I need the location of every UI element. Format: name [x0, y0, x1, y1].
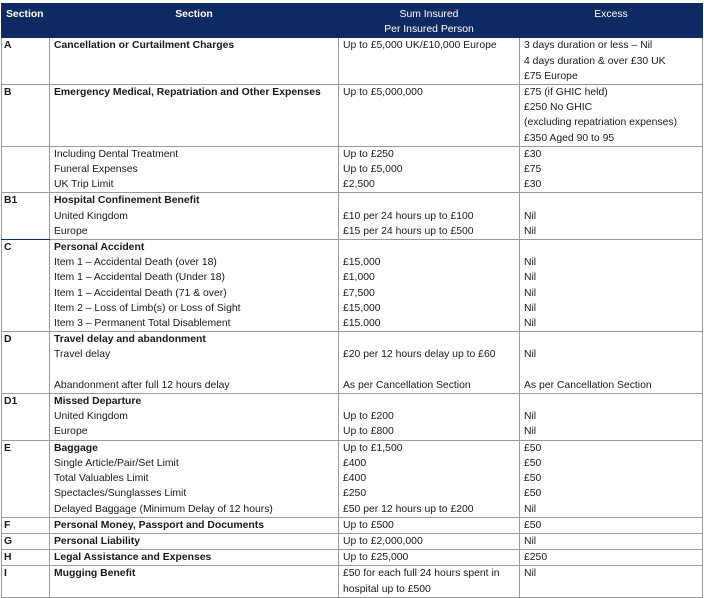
item-list: Including Dental Treatment Funeral Expenses UK Trip Limit — [50, 146, 339, 193]
sum-insured: £15,000 £1,000 £7,500 £15,000 £15.000 — [339, 240, 520, 332]
sum-insured: £20 per 12 hours delay up to £60 As per Cancellation Section — [339, 332, 520, 394]
section-title: Personal Accident Item 1 – Accidental Death (over 18) Item 1 – Accidental Death (Under 18) Item 1 – Accidental Death (71 & over) Item 2 – Loss of Limb(s) or Loss of Sight Item 3 – Permanent Total Disablement — [50, 240, 339, 332]
section-code: G — [2, 533, 50, 549]
excess: Nil As per Cancellation Section — [520, 332, 703, 394]
benefits-table — [1, 3, 703, 598]
sum-insured: Up to £25,000 — [339, 550, 520, 566]
header-excess: Excess — [520, 4, 703, 38]
excess: £75 (if GHIC held) £250 No GHIC (excluding repatriation expenses) £350 Aged 90 to 95 — [520, 85, 703, 147]
sum-insured: Up to £2,000,000 — [339, 533, 520, 549]
section-title: Hospital Confinement Benefit United Kingdom Europe — [50, 193, 339, 240]
sum-insured: Up to £5,000 UK/£10,000 Europe — [339, 38, 520, 85]
table-row — [2, 394, 703, 441]
section-code — [2, 146, 50, 193]
section-title: Emergency Medical, Repatriation and Other Expenses — [50, 85, 339, 147]
excess: Nil Nil Nil Nil Nil — [520, 240, 703, 332]
table-header-row — [2, 4, 703, 38]
section-code: I — [2, 566, 50, 597]
table-row — [2, 240, 703, 332]
section-title: Cancellation or Curtailment Charges — [50, 38, 339, 85]
table-row — [2, 38, 703, 85]
section-code: C — [2, 240, 50, 332]
sum-insured: £50 for each full 24 hours spent in hospital up to £500 — [339, 566, 520, 597]
table-row — [2, 517, 703, 533]
excess: £50 £50 £50 £50 Nil — [520, 440, 703, 517]
section-code: B1 — [2, 193, 50, 240]
section-title: Mugging Benefit — [50, 566, 339, 597]
section-code: F — [2, 517, 50, 533]
table-row — [2, 85, 703, 147]
section-title: Personal Liability — [50, 533, 339, 549]
section-title: Baggage Single Article/Pair/Set Limit Total Valuables Limit Spectacles/Sunglasses Limit Delayed Baggage (Minimum Delay of 12 hours) — [50, 440, 339, 517]
excess: 3 days duration or less – Nil 4 days duration & over £30 UK £75 Europe — [520, 38, 703, 85]
excess: Nil — [520, 533, 703, 549]
table-row — [2, 440, 703, 517]
section-title: Missed Departure United Kingdom Europe — [50, 394, 339, 441]
table-row — [2, 566, 703, 597]
section-code: B — [2, 85, 50, 147]
table-row — [2, 332, 703, 394]
excess: Nil Nil — [520, 394, 703, 441]
excess: £50 — [520, 517, 703, 533]
excess: £250 — [520, 550, 703, 566]
section-code: A — [2, 38, 50, 85]
table-row — [2, 533, 703, 549]
section-code: E — [2, 440, 50, 517]
header-sum-insured: Sum Insured Per Insured Person — [339, 4, 520, 38]
section-title: Personal Money, Passport and Documents — [50, 517, 339, 533]
sum-insured: Up to £500 — [339, 517, 520, 533]
header-section: Section — [2, 4, 50, 38]
section-code: H — [2, 550, 50, 566]
table-row — [2, 550, 703, 566]
excess: £30 £75 £30 — [520, 146, 703, 193]
excess: Nil Nil — [520, 193, 703, 240]
section-title: Travel delay and abandonment Travel delay Abandonment after full 12 hours delay — [50, 332, 339, 394]
sum-insured: Up to £5,000,000 — [339, 85, 520, 147]
section-code: D — [2, 332, 50, 394]
section-code: D1 — [2, 394, 50, 441]
section-title: Legal Assistance and Expenses — [50, 550, 339, 566]
header-section-name: Section — [50, 4, 339, 38]
sum-insured: Up to £1,500 £400 £400 £250 £50 per 12 hours up to £200 — [339, 440, 520, 517]
table-row — [2, 193, 703, 240]
sum-insured: Up to £250 Up to £5,000 £2,500 — [339, 146, 520, 193]
sum-insured: £10 per 24 hours up to £100 £15 per 24 hours up to £500 — [339, 193, 520, 240]
table-row — [2, 146, 703, 193]
sum-insured: Up to £200 Up to £800 — [339, 394, 520, 441]
excess: Nil — [520, 566, 703, 597]
